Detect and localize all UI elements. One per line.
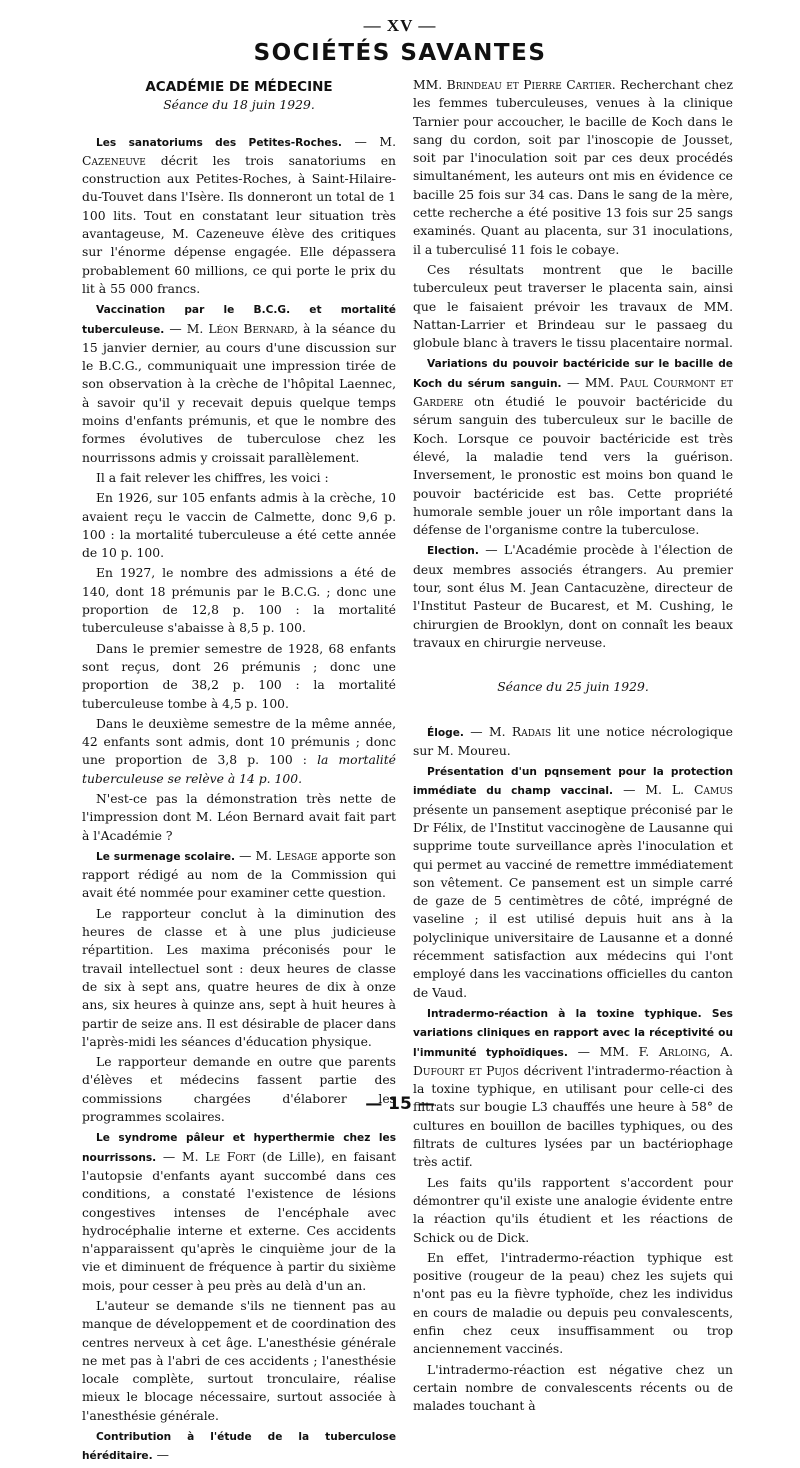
author-names: MM. Brindeau et Pierre Cartier. [413, 78, 616, 92]
paragraph-intradermo: Intradermo-réaction à la toxine typhique. Ses variations cliniques en rapport avec la réceptivité ou l'immunité typhoïdiques. — MM. F. Arloing, A. Dufourt et Pujos décrivent l'intradermo-réaction à la toxine typhique, en utilisant pour celle-ci des filtrats sur bougie L3 chauffés une heure à 58° de cultures en bouillon de bacilles typhiques, ou des filtrats de cultures lysées par un bactériophage très actif. [413, 1007, 734, 1170]
academy-heading: ACADÉMIE DE MÉDECINE [145, 79, 333, 95]
rubric-election: Election. [427, 545, 479, 558]
paragraph: Dans le premier semestre de 1928, 68 enfants sont reçus, dont 26 prémunis ; donc une proportion de 38,2 p. 100 : la mortalité tuberculeuse tombe à 4,5 p. 100. [82, 641, 396, 711]
page-roman-numeral: — XV — [363, 16, 437, 35]
author-names: MM. F. Arloing, A. Dufourt et Pujos [413, 1044, 734, 1078]
rubric-pansement: Présentation d'un pqnsement pour la protection immédiate du champ vaccinal. [413, 766, 733, 798]
paragraph-brindeau: MM. Brindeau et Pierre Cartier. Recherchant chez les femmes tuberculeuses, venues à la clinique Tarnier pour accoucher, le bacille de Koch dans le sang du cordon, soit par l'inoscopie de Jousset, soit par l'inoculation soit par ces deux procédés simultanément, les auteurs ont mis en évidence ce bacille 25 fois sur 34 cas. Dans le sang de la mère, cette recherche a été positive 13 fois sur 25 sangs examinés. Quant au placenta, sur 31 inoculations, il a tuberculisé 11 fois le cobaye. [413, 78, 733, 257]
rubric-eloge: Éloge. [427, 726, 464, 739]
page-number: — 15 — [365, 1094, 435, 1114]
rubric-heredite: Contribution à l'étude de la tuberculose héréditaire. [82, 1431, 396, 1463]
paragraph-election: Election. — L'Académie procède à l'élection de deux membres associés étrangers. Au premier tour, sont élus M. Jean Cantacuzène, directeur de l'Institut Pasteur de Bucarest, et M. Cushing, le chirurgien de Brooklyn, dont on connaît les beaux travaux en chirurgie nerveuse. [413, 543, 733, 650]
paragraph-eloge: Éloge. — M. Radais lit une notice nécrologique sur M. Moureu. [413, 724, 733, 758]
author-name: Radais [511, 724, 552, 739]
paragraph: En effet, l'intradermo-réaction typhique est positive (rougeur de la peau) chez les sujets qui n'ont pas eu la fièvre typhoïde, chez les individus en cours de maladie ou depuis peu convalescents, enfin chez ceux insuffisamment ou trop anciennement vaccinés. [413, 1250, 733, 1357]
left-column [82, 78, 396, 1468]
rubric-variations: Variations du pouvoir bactéricide sur le bacille de Koch du sérum sanguin. [413, 358, 733, 390]
session-date: Séance du 18 juin 1929. [163, 98, 315, 113]
paragraph: Les faits qu'ils rapportent s'accordent pour démontrer qu'il existe une analogie évidente entre la réaction qu'ils étudient et les réactions de Schick ou de Dick. [413, 1175, 733, 1245]
paragraph-bcg: Vaccination par le B.C.G. et mortalité tuberculeuse. — M. Léon Bernard, à la séance du 15 janvier dernier, au cours d'une discussion sur le B.C.G., communiquait une impression tirée de son observation à la crèche de l'hôpital Laennec, à savoir qu'il y recevait depuis quelque temps moins d'enfants prémunis, et que le nombre des formes évolutives de tuberculose chez les nourrissons admis y croissait parallèlement. [82, 304, 396, 465]
session-date-2: Séance du 25 juin 1929. [497, 680, 649, 695]
rubric-bcg: Vaccination par le B.C.G. et mortalité tuberculeuse. [82, 304, 396, 336]
author-names: MM. Paul Courmont et Gardere [413, 375, 733, 410]
rubric-intradermo: Intradermo-réaction à la toxine typhique. Ses variations cliniques en rapport avec la réceptivité ou l'immunité typhoïdiques. [413, 1007, 733, 1059]
paragraph: N'est-ce pas la démonstration très nette de l'impression dont M. Léon Bernard avait fait part à l'Académie ? [82, 791, 396, 843]
author-name: Léon Bernard [208, 321, 295, 336]
paragraph: L'intradermo-réaction est négative chez un certain nombre de convalescents récents ou de malades touchant à [413, 1362, 733, 1414]
paragraph-variations: Variations du pouvoir bactéricide sur le bacille de Koch du sérum sanguin. — MM. Paul Courmont et Gardere otn étudié le pouvoir bactéricide du sérum sanguin des tuberculeux sur le bacille de Koch. Lorsque ce pouvoir bactéricide est très élevé, la maladie tend vers la guérison. Inversement, le pronostic est moins bon quand le pouvoir bactéricide est bas. Cette propriété humorale semble jouer un rôle important dans la défense de l'organisme contre la tuberculose. [413, 358, 733, 538]
section-title: SOCIÉTÉS SAVANTES [253, 40, 547, 66]
paragraph-syndrome: Le syndrome pâleur et hyperthermie chez les nourrissons. — M. Le Fort (de Lille), en faisant l'autopsie d'enfants ayant succombé dans ces conditions, a constaté l'existence de lésions congestives intenses de l'encéphale avec hydrocéphalie interne et externe. Ces accidents n'apparaissent qu'après le cinquième jour de la vie et diminuent de fréquence à partir du sixième mois, pour cesser à peu près au delà d'un an. [82, 1132, 396, 1293]
author-name: Le Fort [205, 1149, 256, 1164]
paragraph-heredite: Contribution à l'étude de la tuberculose héréditaire. — [82, 1431, 396, 1463]
paragraph: Ces résultats montrent que le bacille tuberculeux peut traverser le placenta sain, ainsi que le faisaient prévoir les travaux de MM. Nattan-Larrier et Brindeau sur le passaeg du globule blanc à travers le tissu placentaire normal. [413, 262, 733, 351]
paragraph: L'auteur se demande s'ils ne tiennent pas au manque de développement et de coordination des centres nerveux à cet âge. L'anesthésie générale ne met pas à l'abri de ces accidents ; l'anesthésie locale complète, surtout tronculaire, réalise mieux le blocage nécessaire, surtout associée à l'anesthésie générale. [82, 1299, 396, 1423]
paragraph: Il a fait relever les chiffres, les voici : [96, 470, 329, 485]
author-name: Lesage [276, 848, 318, 863]
paragraph-sanatoriums: Les sanatoriums des Petites-Roches. — M. Cazeneuve décrit les trois sanatoriums en construction aux Petites-Roches, à Saint-Hilaire-du-Touvet dans l'Isère. Ils donneront un total de 1 100 lits. Tout en constatant leur situation très avantageuse, M. Cazeneuve élève des critiques sur l'énorme dépense engagée. Elle dépassera probablement 60 millions, ce qui porte le prix du lit à 55 000 francs. [82, 134, 396, 296]
paragraph-surmenage: Le surmenage scolaire. — M. Lesage apporte son rapport rédigé au nom de la Commission qui avait été nommée pour examiner cette question. [82, 848, 396, 901]
paragraph-pansement: Présentation d'un pqnsement pour la protection immédiate du champ vaccinal. — M. L. Camus présente un pansement aseptique préconisé par le Dr Félix, de l'Institut vaccinogène de Lausanne qui supprime toute surveillance après l'inoculation et qui permet au vacciné de remettre immédiatement son vêtement. Ce pansement est un simple carré de gaze de 5 centimètres de côté, imprégné de vaseline ; il est utilisé depuis huit ans à la polyclinique universitaire de Lausanne et a donné récemment satisfaction aux médecins qui l'ont employé dans les vaccinations officielles du canton de Vaud. [413, 766, 733, 1000]
rubric-surmenage: Le surmenage scolaire. [96, 850, 236, 863]
author-name: Cazeneuve [82, 153, 146, 168]
rubric-sanatoriums: Les sanatoriums des Petites-Roches. [96, 136, 342, 149]
paragraph: Le rapporteur demande en outre que parents d'élèves et médecins fassent partie des commissions chargées d'élaborer les programmes scolaires. [82, 1055, 396, 1125]
author-name: L. Camus [671, 783, 733, 798]
right-column [413, 76, 733, 1417]
paragraph: En 1926, sur 105 enfants admis à la crèche, 10 avaient reçu le vaccin de Calmette, donc 9,6 p. 100 : la mortalité tuberculeuse a été cette année de 10 p. 100. [82, 491, 396, 561]
paragraph: En 1927, le nombre des admissions a été de 140, dont 18 prémunis par le B.C.G. ; donc une proportion de 12,8 p. 100 : la mortalité tuberculeuse s'abaisse à 8,5 p. 100. [82, 566, 396, 636]
rubric-syndrome: Le syndrome pâleur et hyperthermie chez les nourrissons. [82, 1132, 396, 1164]
paragraph: Le rapporteur conclut à la diminution des heures de classe et à une plus judicieuse répartition. Les maxima préconisés pour le travail intellectuel sont : deux heures de classe de six à sept ans, quatre heures de dix à onze ans, six heures à quinze ans, sept à huit heures à partir de seize ans. Il est désirable de placer dans l'après-midi les séances d'éducation physique. [82, 906, 396, 1049]
paragraph: Dans le deuxième semestre de la même année, 42 enfants sont admis, dont 10 prémunis ; donc une proportion de 3,8 p. 100 : la mortalité tuberculeuse se relève à 14 p. 100. [82, 716, 396, 786]
